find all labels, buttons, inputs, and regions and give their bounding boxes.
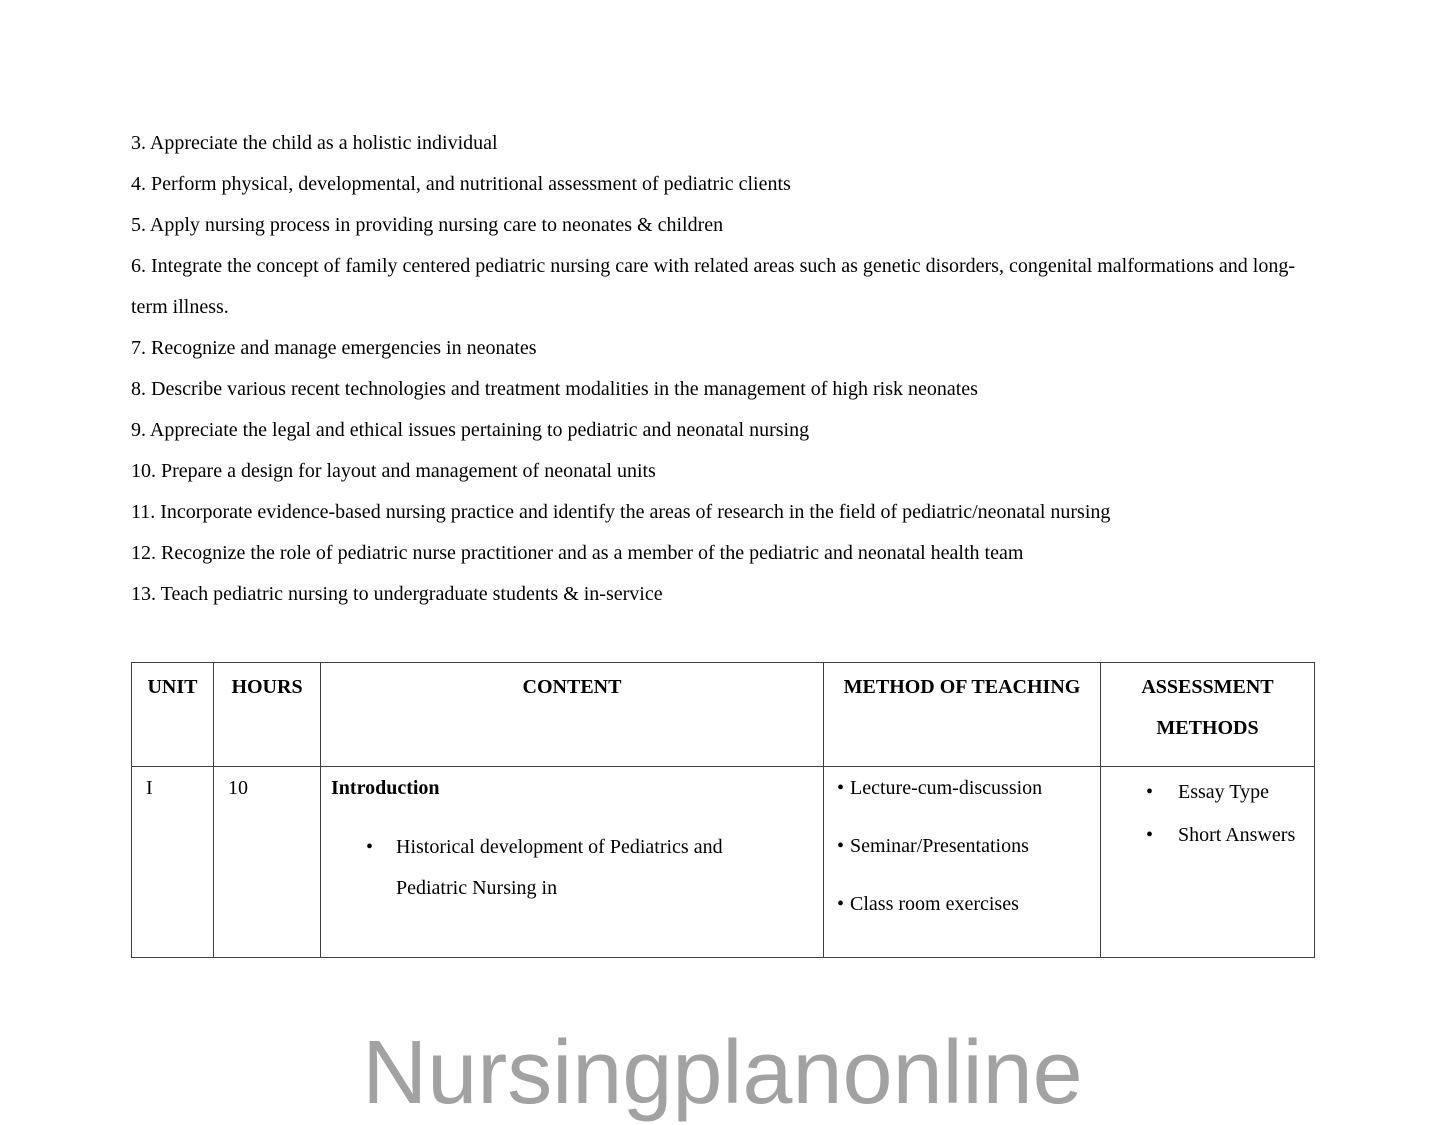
watermark: Nursingplanonline	[362, 1023, 1083, 1123]
bullet-icon: •	[366, 836, 374, 858]
bullet-icon: •	[1146, 824, 1154, 846]
objective-item: 7. Recognize and manage emergencies in neonates	[131, 337, 537, 359]
objective-item: 5. Apply nursing process in providing nursing care to neonates & children	[131, 214, 724, 236]
objective-item: 12. Recognize the role of pediatric nurse practitioner and as a member of the pediatric and neonatal health team	[131, 542, 1024, 564]
bullet-icon: •	[837, 777, 845, 799]
assessment-methods-cell	[1101, 767, 1315, 958]
curriculum-table	[131, 662, 1315, 958]
objective-item: 13. Teach pediatric nursing to undergraduate students & in-service	[131, 583, 663, 605]
assessment-method-item	[1146, 815, 1309, 856]
content-cell	[321, 767, 824, 958]
assessment-method-text: Essay Type	[1178, 781, 1269, 803]
objective-item: 3. Appreciate the child as a holistic individual	[131, 132, 498, 154]
content-bullet-item	[331, 827, 813, 909]
header-unit: UNIT	[132, 663, 214, 767]
teaching-method-item	[837, 884, 1095, 925]
objective-item: 8. Describe various recent technologies and treatment modalities in the management of high risk neonates	[131, 378, 978, 400]
objectives-list	[131, 123, 1303, 615]
method-of-teaching-cell	[824, 767, 1101, 958]
bullet-icon: •	[837, 893, 845, 915]
header-content: CONTENT	[321, 663, 824, 767]
table-row	[132, 767, 1315, 958]
table-header-row	[132, 663, 1315, 767]
content-bullet-text: Historical development of Pediatrics and Pediatric Nursing in	[396, 836, 723, 899]
hours-value: 10	[228, 777, 248, 799]
objective-item: 4. Perform physical, developmental, and nutritional assessment of pediatric clients	[131, 173, 791, 195]
unit-cell	[132, 767, 214, 958]
hours-cell	[214, 767, 321, 958]
bullet-icon: •	[837, 835, 845, 857]
objective-item: 10. Prepare a design for layout and management of neonatal units	[131, 460, 656, 482]
teaching-method-item	[837, 768, 1095, 809]
teaching-method-text: Seminar/Presentations	[850, 835, 1029, 857]
teaching-method-text: Class room exercises	[850, 893, 1019, 915]
assessment-method-item	[1146, 772, 1309, 813]
bullet-icon: •	[1146, 781, 1154, 803]
objective-item: 11. Incorporate evidence-based nursing practice and identify the areas of research in the field of pediatric/neonatal nursing	[131, 501, 1111, 523]
unit-value: I	[146, 777, 153, 799]
header-hours: HOURS	[214, 663, 321, 767]
header-method-of-teaching: METHOD OF TEACHING	[824, 663, 1101, 767]
header-assessment-methods: ASSESSMENT METHODS	[1101, 663, 1315, 767]
content-title: Introduction	[331, 777, 440, 799]
objective-item: 6. Integrate the concept of family centered pediatric nursing care with related areas such as genetic disorders, congenital malformations and long-term illness.	[131, 255, 1295, 318]
assessment-method-text: Short Answers	[1178, 824, 1296, 846]
teaching-method-item	[837, 826, 1095, 867]
teaching-method-text: Lecture-cum-discussion	[850, 777, 1043, 799]
objective-item: 9. Appreciate the legal and ethical issues pertaining to pediatric and neonatal nursing	[131, 419, 810, 441]
